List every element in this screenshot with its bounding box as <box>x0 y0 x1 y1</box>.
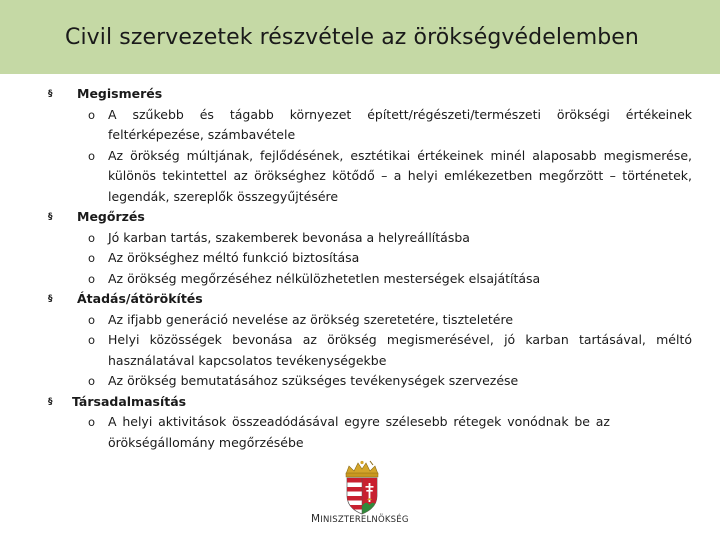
list-item-text: A szűkebb és tágabb környezet épített/régészeti/természeti örökségi értékeinek feltérképezése, számbavétele <box>108 106 692 142</box>
section-heading-text: Átadás/átörökítés <box>77 291 203 306</box>
list-item <box>0 105 720 146</box>
section-heading <box>0 207 720 228</box>
coat-of-arms-icon <box>340 460 384 520</box>
list-item-text: Az örökség megőrzéséhez nélkülözhetetlen mesterségek elsajátítása <box>108 270 541 286</box>
title-band <box>0 0 720 74</box>
sub-bullet-icon: o <box>88 312 96 327</box>
list-item-text: A helyi aktivitások összeadódásával egyre szélesebb rétegek vonódnak be az örökségállomány megőrzésébe <box>108 414 610 450</box>
list-item-text: Az örökség múltjának, fejlődésének, esztétikai értékeinek minél alaposabb megismerése, különös tekintettel az örökséghez kötődő – a helyi emlékezetben megőrzött – történetek, legendák, szereplők összegyűjtésére <box>108 147 692 204</box>
list-item <box>0 248 720 269</box>
slide-title: Civil szervezetek részvétele az örökségvédelemben <box>65 24 639 50</box>
list-item <box>0 310 720 331</box>
list-item-text: Az örökséghez méltó funkció biztosítása <box>108 250 360 265</box>
list-item-text: Az ifjabb generáció nevelése az örökség szeretetére, tiszteletére <box>108 311 514 327</box>
slide-content <box>0 84 720 453</box>
list-item <box>0 228 720 249</box>
section-heading <box>0 289 720 310</box>
section-heading-text: Megismerés <box>77 86 163 101</box>
list-item <box>0 412 720 453</box>
section-megismeres <box>0 84 720 207</box>
list-item <box>0 146 720 208</box>
section-tarsadalmasitas <box>0 392 720 454</box>
list-item-text: Az örökség bemutatásához szükséges tevékenységek szervezése <box>108 373 519 388</box>
sub-bullet-icon: o <box>88 333 96 347</box>
section-bullet-icon: § <box>48 294 53 304</box>
sub-bullet-icon: o <box>88 271 96 286</box>
section-bullet-icon: § <box>48 89 53 99</box>
section-megorzes <box>0 207 720 289</box>
section-heading-text: Társadalmasítás <box>72 393 187 409</box>
list-item <box>0 330 720 371</box>
list-item-text: Jó karban tartás, szakemberek bevonása a helyreállításba <box>108 229 470 245</box>
section-atadas <box>0 289 720 392</box>
sub-bullet-icon: o <box>88 230 96 245</box>
list-item-text: Helyi közösségek bevonása az örökség megismerésével, jó karban tartásával, méltó használatával kapcsolatos tevékenységekbe <box>108 332 692 368</box>
section-heading <box>0 392 720 413</box>
section-bullet-icon: § <box>48 396 53 407</box>
list-item <box>0 371 720 392</box>
sub-bullet-icon: o <box>88 415 96 429</box>
list-item <box>0 269 720 290</box>
sub-bullet-icon: o <box>88 374 96 388</box>
sub-bullet-icon: o <box>88 251 96 265</box>
ministry-label: MINISZTERELNÖKSÉG <box>311 513 409 525</box>
section-heading-text: Megőrzés <box>77 209 145 224</box>
section-heading <box>0 84 720 105</box>
section-bullet-icon: § <box>48 212 53 222</box>
sub-bullet-icon: o <box>88 148 96 163</box>
sub-bullet-icon: o <box>88 107 96 122</box>
